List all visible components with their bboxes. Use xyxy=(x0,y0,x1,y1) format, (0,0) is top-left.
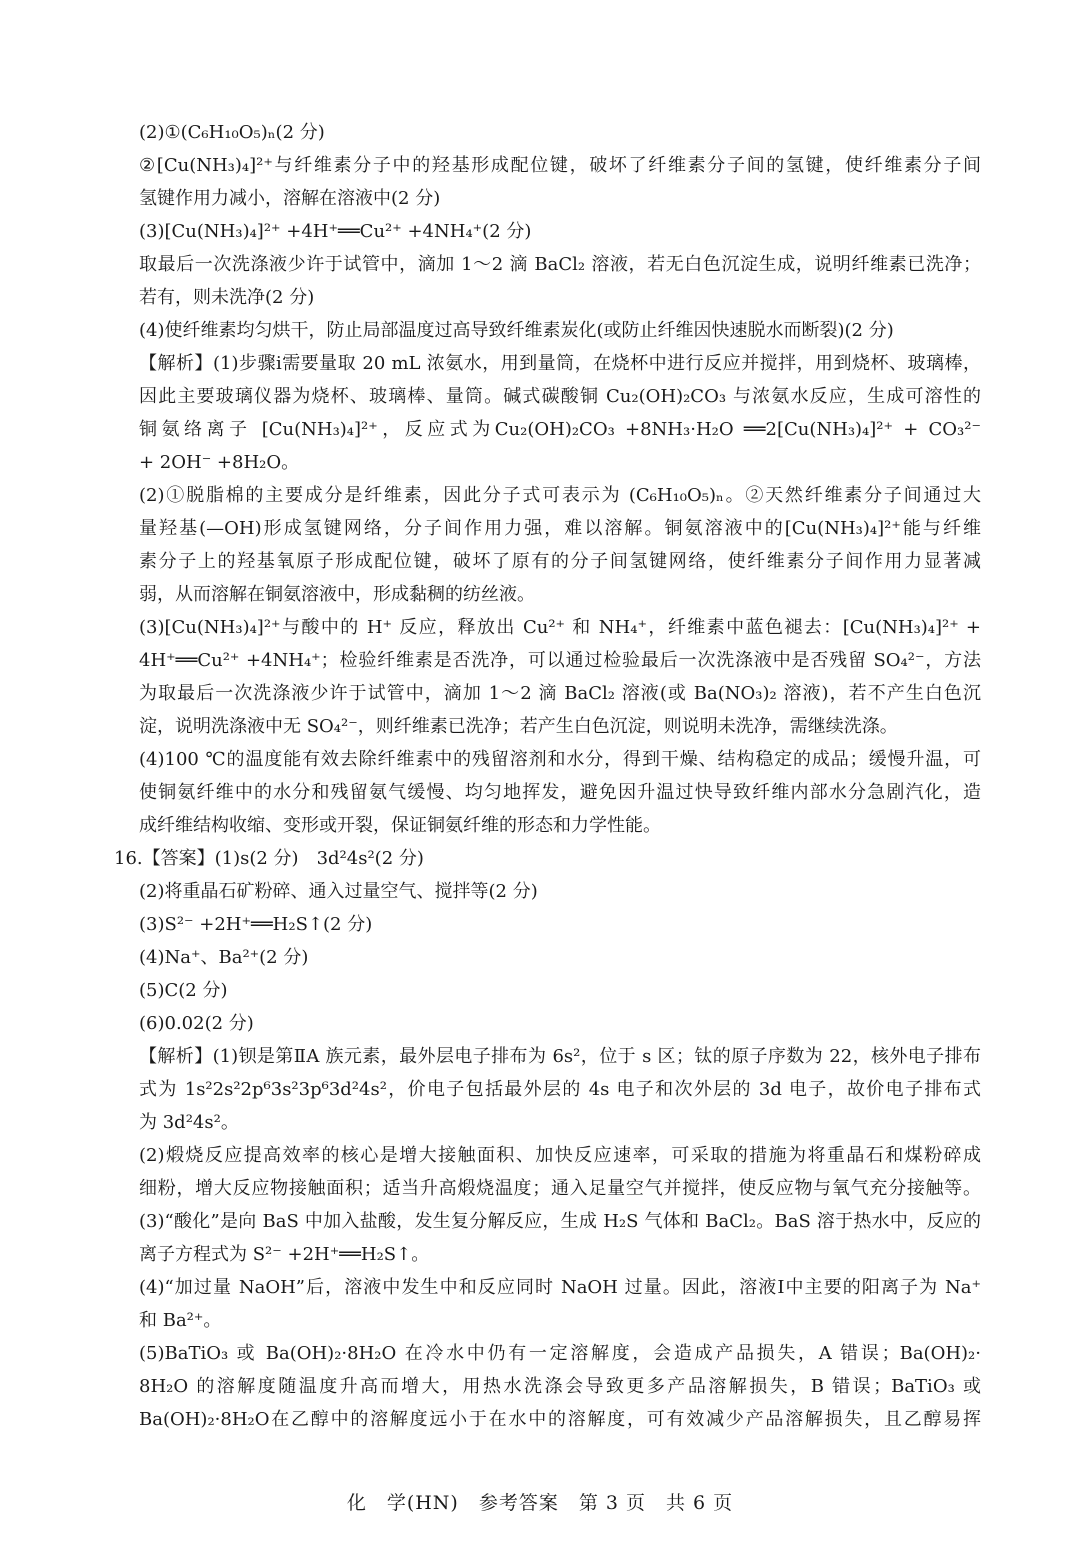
text-line: (5)C(2 分) xyxy=(139,980,228,1001)
text-line: 若有，则未洗净(2 分) xyxy=(139,287,315,308)
text-line: (3)[Cu(NH₃)₄]²⁺与酸中的 H⁺ 反应，释放出 Cu²⁺ 和 NH₄⁺，纤维素中蓝色褪去：[Cu(NH₃)₄]²⁺ + xyxy=(139,617,981,638)
text-line: 成纤维结构收缩、变形或开裂，保证铜氨纤维的形态和力学性能。 xyxy=(139,815,661,836)
text-line: 为 3d²4s²。 xyxy=(139,1112,239,1133)
text-line: 式为 1s²2s²2p⁶3s²3p⁶3d²4s²，价电子包括最外层的 4s 电子和次外层的 3d 电子，故价电子排布式 xyxy=(139,1079,981,1100)
text-line: 细粉，增大反应物接触面积；适当升高煅烧温度；通入足量空气并搅拌，使反应物与氧气充分接触等。 xyxy=(139,1178,981,1199)
text-line: 【解析】(1)步骤ⅰ需要量取 20 mL 浓氨水，用到量筒，在烧杯中进行反应并搅拌，用到烧杯、玻璃棒， xyxy=(139,353,981,374)
text-line: (2)将重晶石矿粉碎、通入过量空气、搅拌等(2 分) xyxy=(139,881,538,902)
text-line: 弱，从而溶解在铜氨溶液中，形成黏稠的纺丝液。 xyxy=(139,584,535,605)
text-line: (4)Na⁺、Ba²⁺(2 分) xyxy=(139,947,309,968)
text-line: (3)S²⁻ +2H⁺══H₂S↑(2 分) xyxy=(139,914,373,935)
text-line: (4)使纤维素均匀烘干，防止局部温度过高导致纤维素炭化(或防止纤维因快速脱水而断裂)(2 分) xyxy=(139,320,894,341)
question-16-answer: 16.【答案】(1)s(2 分) 3d²4s²(2 分) xyxy=(114,848,424,869)
text-line: 因此主要玻璃仪器为烧杯、玻璃棒、量筒。碱式碳酸铜 Cu₂(OH)₂CO₃ 与浓氨水反应，生成可溶性的 xyxy=(139,386,981,407)
text-line: (2)①(C₆H₁₀O₅)ₙ(2 分) xyxy=(139,122,325,143)
text-line: (2)煅烧反应提高效率的核心是增大接触面积、加快反应速率，可采取的措施为将重晶石和煤粉碎成 xyxy=(139,1145,981,1166)
text-line: 铜氨络离子 [Cu(NH₃)₄]²⁺，反应式为Cu₂(OH)₂CO₃ +8NH₃·H₂O ══2[Cu(NH₃)₄]²⁺ + CO₃²⁻ xyxy=(139,419,981,440)
text-line: (2)①脱脂棉的主要成分是纤维素，因此分子式可表示为 (C₆H₁₀O₅)ₙ。②天然纤维素分子间通过大 xyxy=(139,485,981,506)
text-line: 取最后一次洗涤液少许于试管中，滴加 1～2 滴 BaCl₂ 溶液，若无白色沉淀生成，说明纤维素已洗净； xyxy=(139,254,981,275)
text-line: (3)[Cu(NH₃)₄]²⁺ +4H⁺══Cu²⁺ +4NH₄⁺(2 分) xyxy=(139,221,532,242)
text-line: (4)“加过量 NaOH”后，溶液中发生中和反应同时 NaOH 过量。因此，溶液Ⅰ中主要的阳离子为 Na⁺ xyxy=(139,1277,981,1298)
text-line: 量羟基(—OH)形成氢键网络，分子间作用力强，难以溶解。铜氨溶液中的[Cu(NH₃)₄]²⁺能与纤维 xyxy=(139,518,981,539)
text-line: 氢键作用力减小，溶解在溶液中(2 分) xyxy=(139,188,441,209)
text-line: 【解析】(1)钡是第ⅡA 族元素，最外层电子排布为 6s²，位于 s 区；钛的原子序数为 22，核外电子排布 xyxy=(139,1046,981,1067)
page-footer: 化 学(HN) 参考答案 第 3 页 共 6 页 xyxy=(346,1492,734,1514)
text-line: ②[Cu(NH₃)₄]²⁺与纤维素分子中的羟基形成配位键，破坏了纤维素分子间的氢键，使纤维素分子间 xyxy=(139,155,981,176)
text-line: 使铜氨纤维中的水分和残留氨气缓慢、均匀地挥发，避免因升温过快导致纤维内部水分急剧汽化，造 xyxy=(139,782,981,803)
text-line: (6)0.02(2 分) xyxy=(139,1013,254,1034)
text-line: (4)100 ℃的温度能有效去除纤维素中的残留溶剂和水分，得到干燥、结构稳定的成品；缓慢升温，可 xyxy=(139,749,981,770)
text-line: 4H⁺══Cu²⁺ +4NH₄⁺；检验纤维素是否洗净，可以通过检验最后一次洗涤液中是否残留 SO₄²⁻，方法 xyxy=(139,650,981,671)
text-line: 和 Ba²⁺。 xyxy=(139,1310,222,1331)
text-line: (5)BaTiO₃ 或 Ba(OH)₂·8H₂O 在冷水中仍有一定溶解度，会造成产品损失，A 错误；Ba(OH)₂· xyxy=(139,1343,981,1364)
text-line: + 2OH⁻ +8H₂O。 xyxy=(139,452,300,473)
text-line: 素分子上的羟基氧原子形成配位键，破坏了原有的分子间氢键网络，使纤维素分子间作用力显著减 xyxy=(139,551,981,572)
text-line: 离子方程式为 S²⁻ +2H⁺══H₂S↑。 xyxy=(139,1244,430,1265)
answer-content xyxy=(114,116,981,1436)
text-line: (3)“酸化”是向 BaS 中加入盐酸，发生复分解反应，生成 H₂S 气体和 BaCl₂。BaS 溶于热水中，反应的 xyxy=(139,1211,981,1232)
text-line: 淀，说明洗涤液中无 SO₄²⁻，则纤维素已洗净；若产生白色沉淀，则说明未洗净，需继续洗涤。 xyxy=(139,716,898,737)
text-line: Ba(OH)₂·8H₂O在乙醇中的溶解度远小于在水中的溶解度，可有效减少产品溶解损失，且乙醇易挥 xyxy=(139,1409,981,1430)
text-line: 为取最后一次洗涤液少许于试管中，滴加 1～2 滴 BaCl₂ 溶液(或 Ba(NO₃)₂ 溶液)，若不产生白色沉 xyxy=(139,683,981,704)
text-line: 8H₂O 的溶解度随温度升高而增大，用热水洗涤会导致更多产品溶解损失，B 错误；BaTiO₃ 或 xyxy=(139,1376,981,1397)
